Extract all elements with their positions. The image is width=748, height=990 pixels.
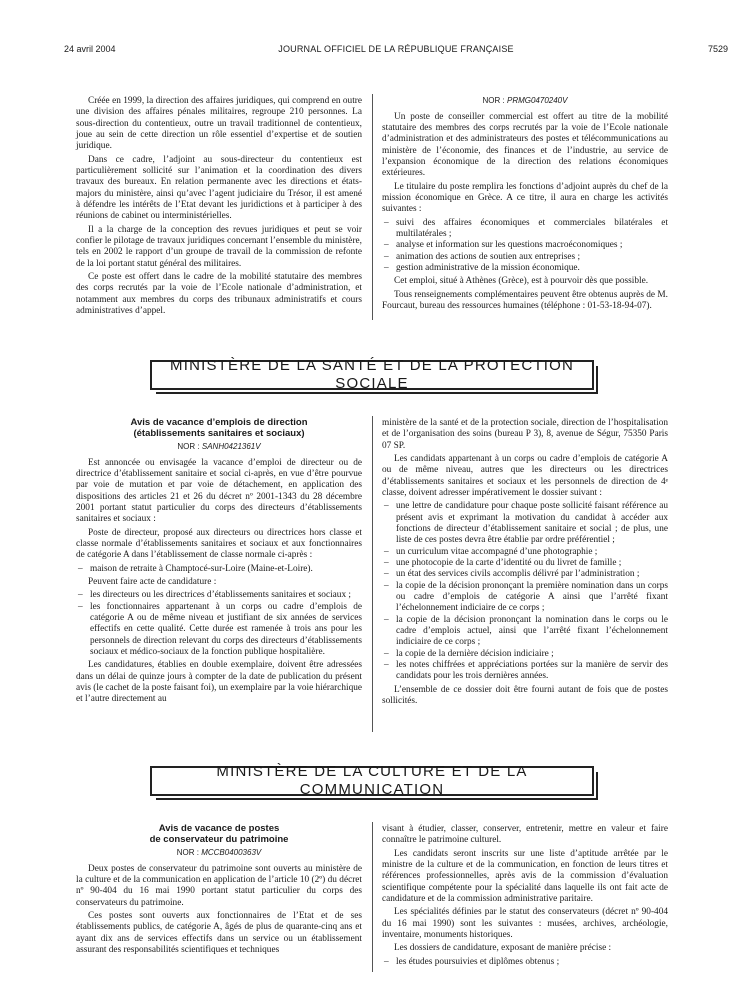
page-number: 7529 [707, 44, 728, 54]
paragraph: Un poste de conseiller commercial est offert au titre de la mobilité statutaire des membres des corps recrutés par la voie de l’Ecole nationale d’administration et des administrateurs des postes et télécommunications au ministère de l’économie, des finances et de l’industrie, au service de l’expansion économique de la direction des relations économiques extérieures. [382, 111, 668, 179]
culture-right-column [382, 824, 668, 970]
list-item: – une photocopie de la carte d’identité ou du livret de famille ; [382, 558, 668, 569]
application-file-list [382, 501, 668, 682]
paragraph: Les dossiers de candidature, exposant de manière précise : [394, 943, 612, 954]
running-header [64, 44, 728, 58]
paragraph: Peuvent faire acte de candidature : [88, 576, 217, 587]
paragraph: L’ensemble de ce dossier doit être fourni autant de fois que de postes sollicités. [382, 684, 668, 706]
list-item: – gestion administrative de la mission économique. [382, 263, 668, 274]
paragraph: Le titulaire du poste remplira les fonctions d’adjoint auprès du chef de la mission économique en Grèce. A ce titre, il aura en charge les activités suivantes : [382, 181, 668, 215]
paragraph: Créée en 1999, la direction des affaires juridiques, qui comprend en outre une division des affaires pénales militaires, regroupe 210 personnes. La sous-direction du contentieux, outre un travail traditionnel de contentieux, joue au sein de cette direction un rôle essentiel d’expertise et de soutien juridique. [76, 96, 362, 152]
candidacy-list [382, 957, 668, 968]
ministry-banner-sante [150, 356, 594, 392]
paragraph: Il a la charge de la conception des revues juridiques et peut se voir confier le pilotage de travaux juridiques concernant l’ensemble du ministère, tels en 2002 le rapport d’un groupe de travail de la commission de refonte de la loi portant statut général des militaires. [76, 224, 362, 269]
list-item: – la copie de la dernière décision indiciaire ; [382, 649, 668, 660]
nor-label: NOR : [176, 847, 199, 857]
paragraph: Tous renseignements complémentaires peuvent être obtenus auprès de M. Fourcaut, bureau des ressources humaines (téléphone : 01-53-18-94-07). [382, 289, 668, 311]
list-item: – les fonctionnaires appartenant à un corps ou cadre d’emplois de catégorie A ou de même niveau et justifiant de six années de services effectifs en cette qualité. Cette durée est ramenée à trois ans pour les personnels de direction relevant du corps des directeurs d’établissements sociaux et médico-sociaux de la fonction publique hospitalière. [76, 602, 362, 659]
notice-title-line: (établissements sanitaires et sociaux) [133, 427, 305, 439]
column-divider [372, 822, 373, 972]
paragraph: Cet emploi, situé à Athènes (Grèce), est à pourvoir dès que possible. [394, 276, 649, 287]
paragraph: Deux postes de conservateur du patrimoine sont ouverts au ministère de la culture et de la communication en application de l’article 10 (2º) du décret nº 90-404 du 16 mai 1990 portant statut particulier du corps des conservateurs du patrimoine. [76, 863, 362, 908]
list-item: – suivi des affaires économiques et commerciales bilatérales et multilatérales ; [382, 218, 668, 241]
list-item: – les directeurs ou les directrices d’établissements sanitaires et sociaux ; [76, 590, 362, 601]
ministry-name: MINISTÈRE DE LA CULTURE ET DE LA COMMUNICATION [216, 762, 528, 798]
eligibility-list [76, 590, 362, 658]
establishment-list [76, 564, 362, 575]
notice-title-line: Avis de vacance de postes [158, 823, 280, 834]
nor-reference [76, 442, 362, 452]
top-right-column [382, 96, 668, 314]
paragraph: Ce poste est offert dans le cadre de la mobilité statutaire des membres des corps recrutés par la voie de l’Ecole nationale d’administration, et notamment aux membres du corps des tribunaux administratifs et cours administratives d’appel. [76, 271, 362, 316]
nor-reference [76, 848, 362, 858]
list-item: – la copie de la décision prononçant la première nomination dans un corps ou cadre d’emplois de catégorie A ainsi que l’arrêté fixant l’échelonnement indiciaire de ce corps ; [382, 581, 668, 615]
list-item: – un curriculum vitae accompagné d’une photographie ; [382, 547, 668, 558]
paragraph: Les candidats seront inscrits sur une liste d’aptitude arrêtée par le ministre de la culture et de la communication, en fonction de leurs titres et références professionnelles, après avis de la commission d’évaluation scientifique compétente pour la spécialité dans laquelle ils ont fait acte de candidature et de la commission administrative paritaire. [382, 848, 668, 904]
paragraph: Les spécialités définies par le statut des conservateurs (décret nº 90-404 du 16 mai 1990) sont les suivantes : musées, archives, archéologie, inventaire, monuments historiques. [382, 907, 668, 940]
column-divider [372, 94, 373, 320]
paragraph: Poste de directeur, proposé aux directeurs ou directrices hors classe et classe normale d’établissements sanitaires et sociaux et aux fonctionnaires de catégorie A dans l’établissement de classe normale ci-après : [76, 527, 362, 561]
paragraph: Dans ce cadre, l’adjoint au sous-directeur du contentieux est particulièrement sollicité sur l’animation et la coordination des divers travaux des bureaux. En relation permanente avec les directions et états-majors du ministère, ainsi qu’avec l’agent judiciaire du Trésor, il est amené à défendre les intérêts de l’Etat devant les juridictions et à participer à des réunions de cabinet ou interministérielles. [76, 154, 362, 222]
list-item: – animation des actions de soutien aux entreprises ; [382, 252, 668, 263]
notice-title [76, 824, 362, 846]
top-left-column [76, 96, 362, 319]
activities-list [382, 218, 668, 275]
nor-label: NOR : [177, 441, 200, 451]
notice-title-line: Avis de vacance d’emplois de direction [130, 417, 308, 428]
ministry-banner-culture [150, 762, 594, 798]
notice-title-line: de conservateur du patrimoine [149, 833, 289, 845]
ministry-name: MINISTÈRE DE LA SANTÉ ET DE LA PROTECTION SOCIALE [170, 356, 574, 392]
column-divider [372, 416, 373, 732]
nor-label: NOR : [482, 96, 505, 105]
list-item: – une lettre de candidature pour chaque poste sollicité faisant référence au présent avis et exprimant la motivation du candidat à accéder aux fonctions de directeur d’établissement sanitaire et social ; de plus, une liste de ces postes devra être établie par ordre préférentiel ; [382, 501, 668, 546]
list-item: – analyse et information sur les questions macroéconomiques ; [382, 240, 668, 251]
nor-reference [382, 96, 668, 106]
journal-title: JOURNAL OFFICIEL DE LA RÉPUBLIQUE FRANÇAISE [278, 44, 514, 54]
list-item: – les études poursuivies et diplômes obtenus ; [382, 957, 668, 968]
notice-title [76, 418, 362, 440]
list-item: – un état des services civils accomplis délivré par l’administration ; [382, 569, 668, 580]
list-item: – la copie de la décision prononçant la nomination dans le corps ou le cadre d’emplois actuel, ainsi que l’arrêté fixant l’échelonnement indiciaire de ce corps ; [382, 615, 668, 649]
nor-code: MCCB0400363V [201, 847, 262, 857]
paragraph: ministère de la santé et de la protection sociale, direction de l’hospitalisation et de l’organisation des soins (bureau P 3), 8, avenue de Ségur, 75350 Paris 07 SP. [382, 418, 668, 451]
nor-code: SANH0421361V [201, 441, 261, 451]
culture-left-column [76, 824, 362, 958]
paragraph: Les candidats appartenant à un corps ou cadre d’emplois de catégorie A ou de même niveau, autres que les directeurs ou les directrices d’établissements sanitaires et sociaux et les personnels de direction de 4ᵉ classe, doivent adresser impérativement le dossier suivant : [382, 453, 668, 498]
paragraph: Est annoncée ou envisagée la vacance d’emploi de directeur ou de directrice d’établissement sanitaire et social ci-après, en vue d’être pourvue par voie de mutation et par voie de détachement, en application des dispositions des articles 21 et 26 du décret nº 2001-1343 du 28 décembre 2001 portant statut particulier du corps des directeurs d’établissements sanitaires et sociaux : [76, 457, 362, 525]
sante-left-column [76, 418, 362, 707]
issue-date: 24 avril 2004 [64, 44, 116, 54]
list-item: – les notes chiffrées et appréciations portées sur la manière de servir des candidats pour les trois dernières années. [382, 660, 668, 683]
paragraph: Ces postes sont ouverts aux fonctionnaires de l’Etat et de ses établissements publics, de catégorie A, âgés de plus de quarante-cinq ans et ayant dix ans de services effectifs dans un service ou un établissement assurant des responsabilités scientifiques et techniques [76, 910, 362, 955]
sante-right-column [382, 418, 668, 709]
nor-code: PRMG0470240V [506, 96, 568, 105]
paragraph: Les candidatures, établies en double exemplaire, doivent être adressées dans un délai de quinze jours à compter de la date de publication du présent avis (le cachet de la poste faisant foi), un exemplaire par la voie hiérarchique et l’autre directement au [76, 660, 363, 705]
paragraph: visant à étudier, classer, conserver, entretenir, mettre en valeur et faire connaître le patrimoine culturel. [382, 824, 668, 846]
list-item: – maison de retraite à Champtocé-sur-Loire (Maine-et-Loire). [76, 564, 362, 575]
